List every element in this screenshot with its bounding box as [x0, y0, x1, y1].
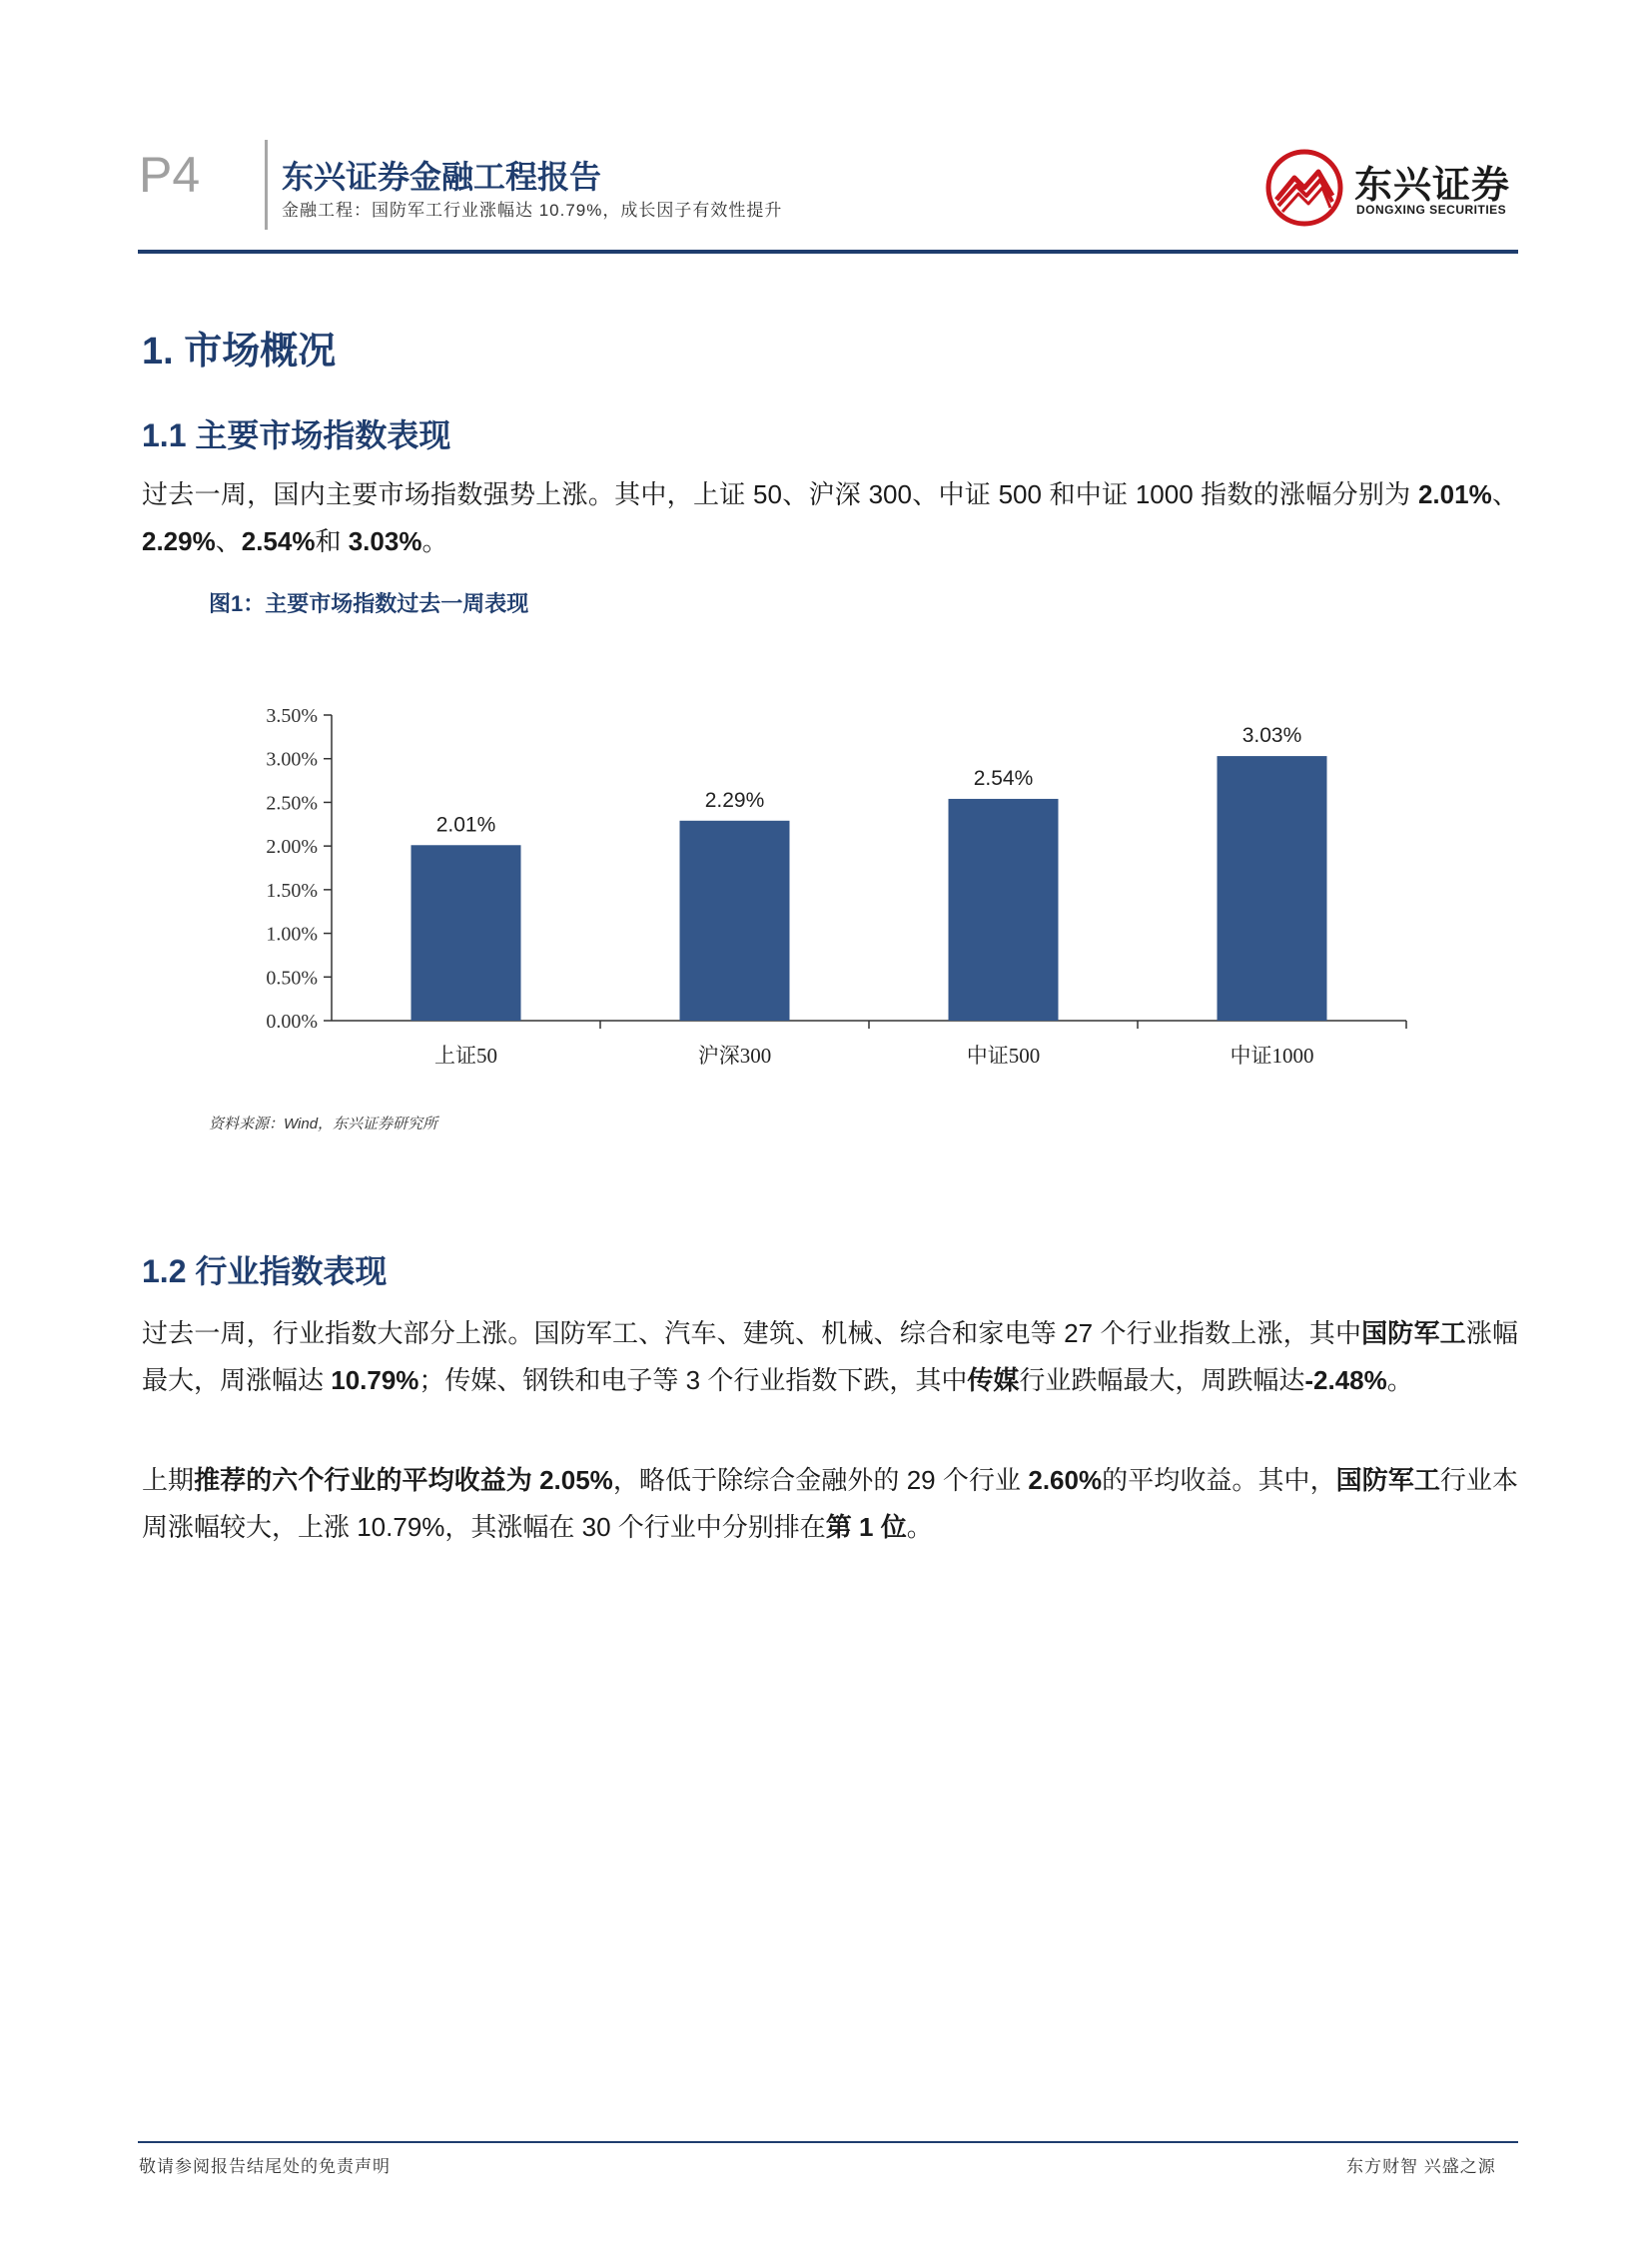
company-logo [1264, 148, 1519, 228]
text-run: 、 [215, 526, 242, 556]
x-category-label: 中证1000 [1230, 1044, 1314, 1068]
bold-value: -2.48% [1304, 1365, 1387, 1395]
figure-source: 资料来源：Wind，东兴证券研究所 [209, 1116, 438, 1132]
y-tick-label: 3.00% [266, 748, 318, 771]
logo-emblem-icon [1264, 148, 1344, 228]
bold-text: 国防军工 [1361, 1318, 1466, 1348]
footer-disclaimer: 敬请参阅报告结尾处的免责声明 [139, 2157, 391, 2176]
text-run: 过去一周，行业指数大部分上涨。国防军工、汽车、建筑、机械、综合和家电等 27 个行业指数上涨，其中 [142, 1318, 1362, 1348]
bold-text: 传媒 [967, 1365, 1020, 1395]
y-tick-label: 1.00% [266, 923, 318, 946]
text-run: 过去一周，国内主要市场指数强势上涨。其中，上证 50、沪深 300、中证 500 和中证 1000 指数的涨幅分别为 [142, 479, 1418, 509]
figure-title: 图1：主要市场指数过去一周表现 [209, 591, 529, 616]
x-category-label: 上证50 [434, 1044, 497, 1068]
report-title: 东兴证券金融工程报告 [282, 159, 602, 195]
logo-text-en: DONGXING SECURITIES [1356, 203, 1507, 217]
paragraph-recommendation [142, 1457, 1518, 1551]
logo-text-cn: 东兴证券 [1354, 165, 1511, 207]
y-tick-label: 0.00% [266, 1011, 318, 1033]
footer-slogan: 东方财智 兴盛之源 [1346, 2157, 1496, 2176]
bold-value: 2.54% [241, 526, 316, 556]
bold-text: 推荐的六个行业的平均收益为 2.05% [194, 1465, 613, 1495]
paragraph-index-performance [142, 471, 1518, 565]
page-number: P4 [139, 147, 201, 203]
text-run: 、 [1491, 479, 1518, 509]
text-run: ，略低于除综合金融外的 29 个行业 [612, 1465, 1029, 1495]
text-run: 上期 [142, 1465, 195, 1495]
x-category-label: 中证500 [966, 1044, 1041, 1068]
y-tick-label: 1.50% [266, 879, 318, 902]
bold-value: 2.60% [1028, 1465, 1103, 1495]
text-run: 涨幅最大，周涨幅达 [142, 1318, 1518, 1395]
text-run: ；传媒、钢铁和电子等 3 个行业指数下跌，其中 [418, 1365, 968, 1395]
text-run: 。 [1386, 1365, 1413, 1395]
index-bar-chart [200, 679, 1448, 1099]
text-run: 行业跌幅最大，周跌幅达 [1019, 1365, 1305, 1395]
bar [1218, 756, 1327, 1021]
subsection-heading-1-2: 1.2 行业指数表现 [142, 1253, 388, 1289]
bold-value: 2.29% [142, 526, 216, 556]
bar-data-label: 2.54% [973, 766, 1034, 790]
header-rule [138, 250, 1518, 254]
bar [949, 799, 1059, 1021]
bar [680, 821, 790, 1021]
text-run: 。 [421, 526, 448, 556]
text-run: 行业本周涨幅较大，上涨 10.79%，其涨幅在 30 个行业中分别排在 [142, 1465, 1518, 1542]
paragraph-industry-performance [142, 1310, 1518, 1404]
bold-value: 3.03% [348, 526, 422, 556]
header-divider [265, 140, 268, 230]
bar-data-label: 2.01% [435, 813, 496, 837]
text-run: 的平均收益。其中， [1102, 1465, 1336, 1495]
subsection-heading-1-1: 1.1 主要市场指数表现 [142, 417, 451, 453]
x-category-label: 沪深300 [697, 1044, 772, 1068]
bold-text: 第 1 位 [825, 1512, 907, 1542]
bold-text: 国防军工 [1335, 1465, 1440, 1495]
section-heading: 1. 市场概况 [142, 331, 337, 373]
footer-rule [138, 2141, 1518, 2143]
text-run: 和 [315, 526, 349, 556]
y-tick-label: 2.50% [266, 792, 318, 815]
y-tick-label: 2.00% [266, 836, 318, 859]
text-run: 。 [906, 1512, 933, 1542]
report-subtitle: 金融工程：国防军工行业涨幅达 10.79%，成长因子有效性提升 [282, 201, 783, 220]
bold-value: 10.79% [331, 1365, 419, 1395]
bar-data-label: 2.29% [704, 788, 765, 812]
y-tick-label: 0.50% [266, 967, 318, 990]
y-tick-label: 3.50% [266, 705, 318, 727]
bar [412, 845, 521, 1021]
bold-value: 2.01% [1417, 479, 1492, 509]
bar-data-label: 3.03% [1241, 724, 1302, 748]
